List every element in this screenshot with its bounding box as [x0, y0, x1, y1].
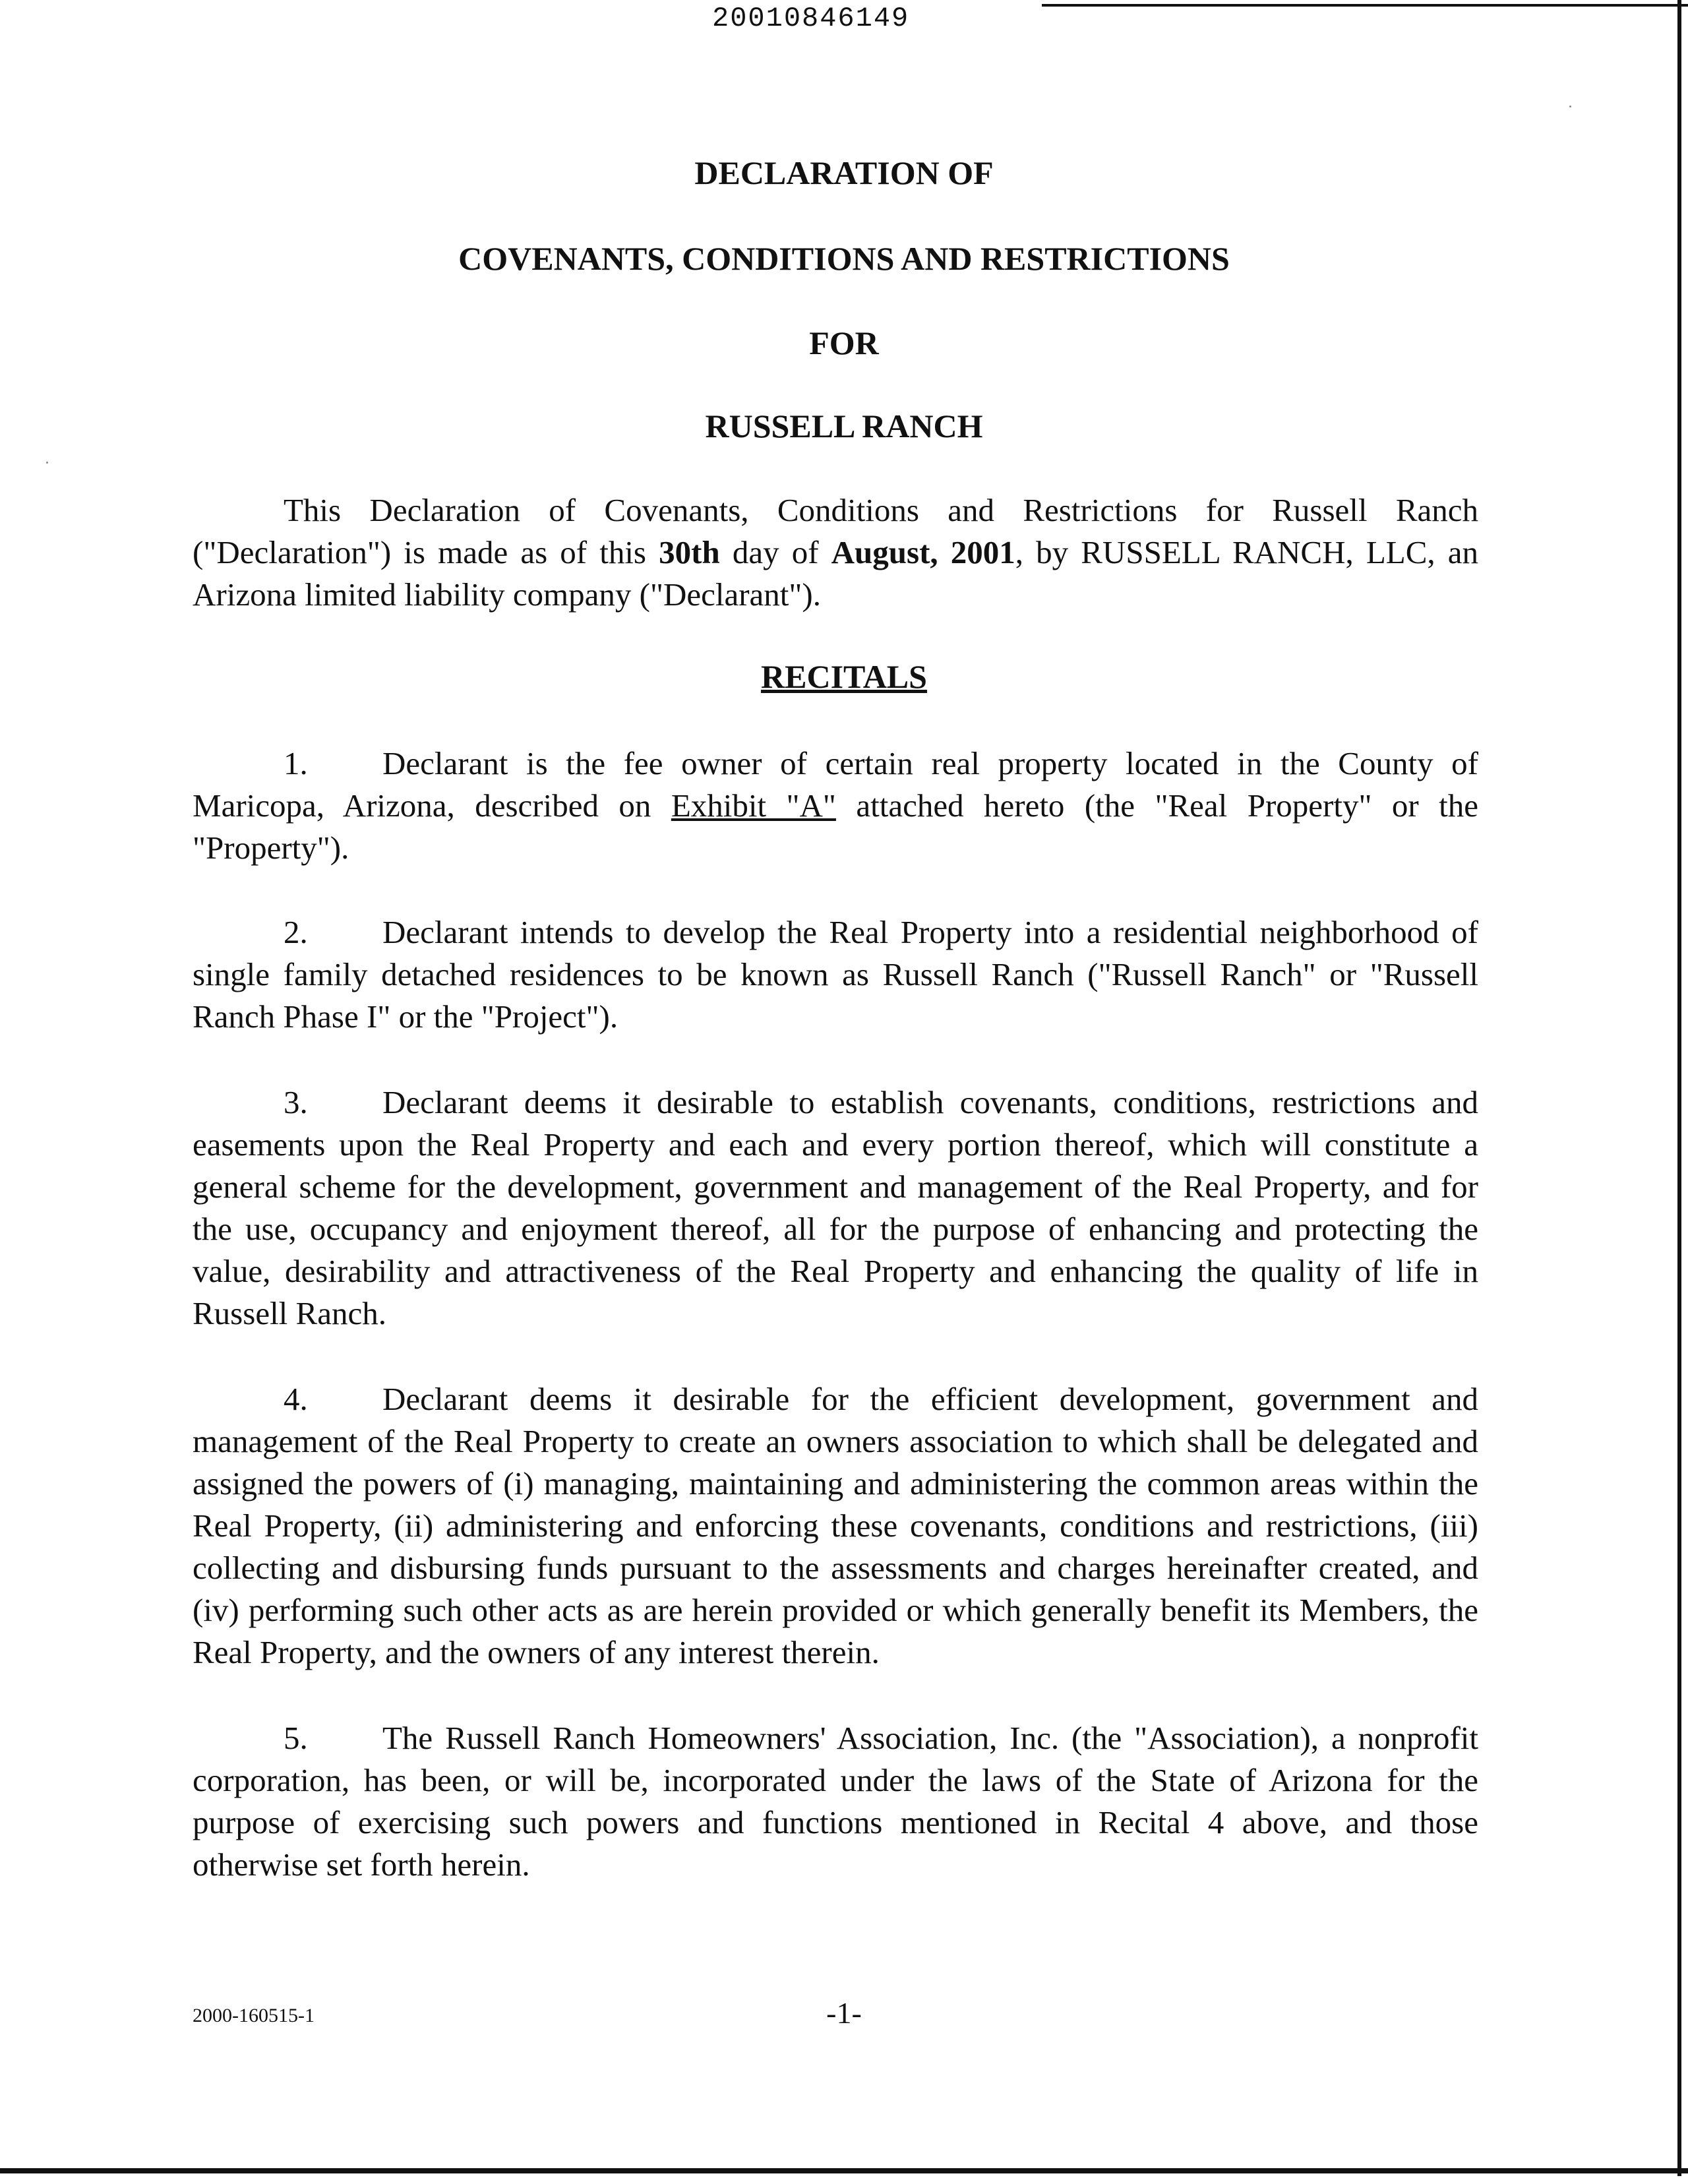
title-line-4: RUSSELL RANCH	[705, 408, 983, 444]
title-line-2: COVENANTS, CONDITIONS AND RESTRICTIONS	[458, 240, 1230, 277]
recital-3-text: Declarant deems it desirable to establish covenants, conditions, restrictions and easements upon the Real Property and each and every portion thereof, which will constitute a general scheme for the development, government and management of the Real Property, and for the use, occupancy and enjoyment thereof, all for the purpose of enhancing and protecting the value, desirability and attractiveness of the Real Property and enhancing the quality of life in Russell Ranch.	[193, 1084, 1478, 1331]
recital-1-number: 1.	[284, 745, 308, 781]
intro-paragraph	[193, 489, 1478, 616]
recital-3	[193, 1081, 1478, 1335]
scan-speck	[46, 462, 48, 464]
intro-part-3: , by RUSSELL RANCH, LLC, an Arizona limited liability company ("Declarant").	[193, 534, 1479, 613]
recital-4-number: 4.	[284, 1381, 308, 1417]
intro-day: 30th	[659, 534, 720, 570]
intro-part-2: day of	[719, 534, 831, 570]
recital-3-number: 3.	[284, 1084, 308, 1120]
recital-1-text-before: Declarant is the fee owner of certain real property located in the County of Maricopa, Arizona, described on	[193, 745, 1478, 824]
title-line-3: FOR	[809, 324, 879, 361]
top-rule	[1042, 4, 1688, 7]
recital-4	[193, 1378, 1478, 1674]
recital-2	[193, 911, 1478, 1038]
recitals-heading: RECITALS	[761, 658, 927, 695]
bottom-rule	[0, 2168, 1688, 2173]
recital-1-text-after: attached hereto (the "Real Property" or the "Property").	[193, 787, 1478, 866]
recital-5	[193, 1717, 1478, 1886]
recital-5-text: The Russell Ranch Homeowners' Association, Inc. (the "Association), a nonprofit corporation, has been, or will be, incorporated under the laws of the State of Arizona for the purpose of exercising such powers and functions mentioned in Recital 4 above, and those otherwise set forth herein.	[193, 1720, 1478, 1883]
intro-month-year: August, 2001	[831, 534, 1015, 570]
recording-number: 20010846149	[712, 3, 910, 34]
page-number: -1-	[826, 1996, 862, 2030]
recital-2-number: 2.	[284, 914, 308, 950]
recital-4-text: Declarant deems it desirable for the efficient development, government and management of the Real Property to create an owners association to which shall be delegated and assigned the powers of (i) managing, maintaining and administering the common areas within the Real Property, (ii) administering and enforcing these covenants, conditions and restrictions, (iii) collecting and disbursing funds pursuant to the assessments and charges hereinafter created, and (iv) performing such other acts as are herein provided or which generally benefit its Members, the Real Property, and the owners of any interest therein.	[193, 1381, 1478, 1670]
intro-part-1: This Declaration of Covenants, Conditions and Restrictions for Russell Ranch ("Declaration") is made as of this	[193, 492, 1478, 570]
recital-2-text: Declarant intends to develop the Real Property into a residential neighborhood of single family detached residences to be known as Russell Ranch ("Russell Ranch" or "Russell Ranch Phase I" or the "Project").	[193, 914, 1478, 1035]
recital-5-number: 5.	[284, 1720, 308, 1756]
document-code: 2000-160515-1	[193, 2005, 315, 2026]
recital-1	[193, 743, 1478, 869]
title-line-1: DECLARATION OF	[694, 154, 994, 191]
exhibit-a-reference: Exhibit "A"	[671, 787, 836, 824]
scan-speck	[1569, 106, 1571, 107]
